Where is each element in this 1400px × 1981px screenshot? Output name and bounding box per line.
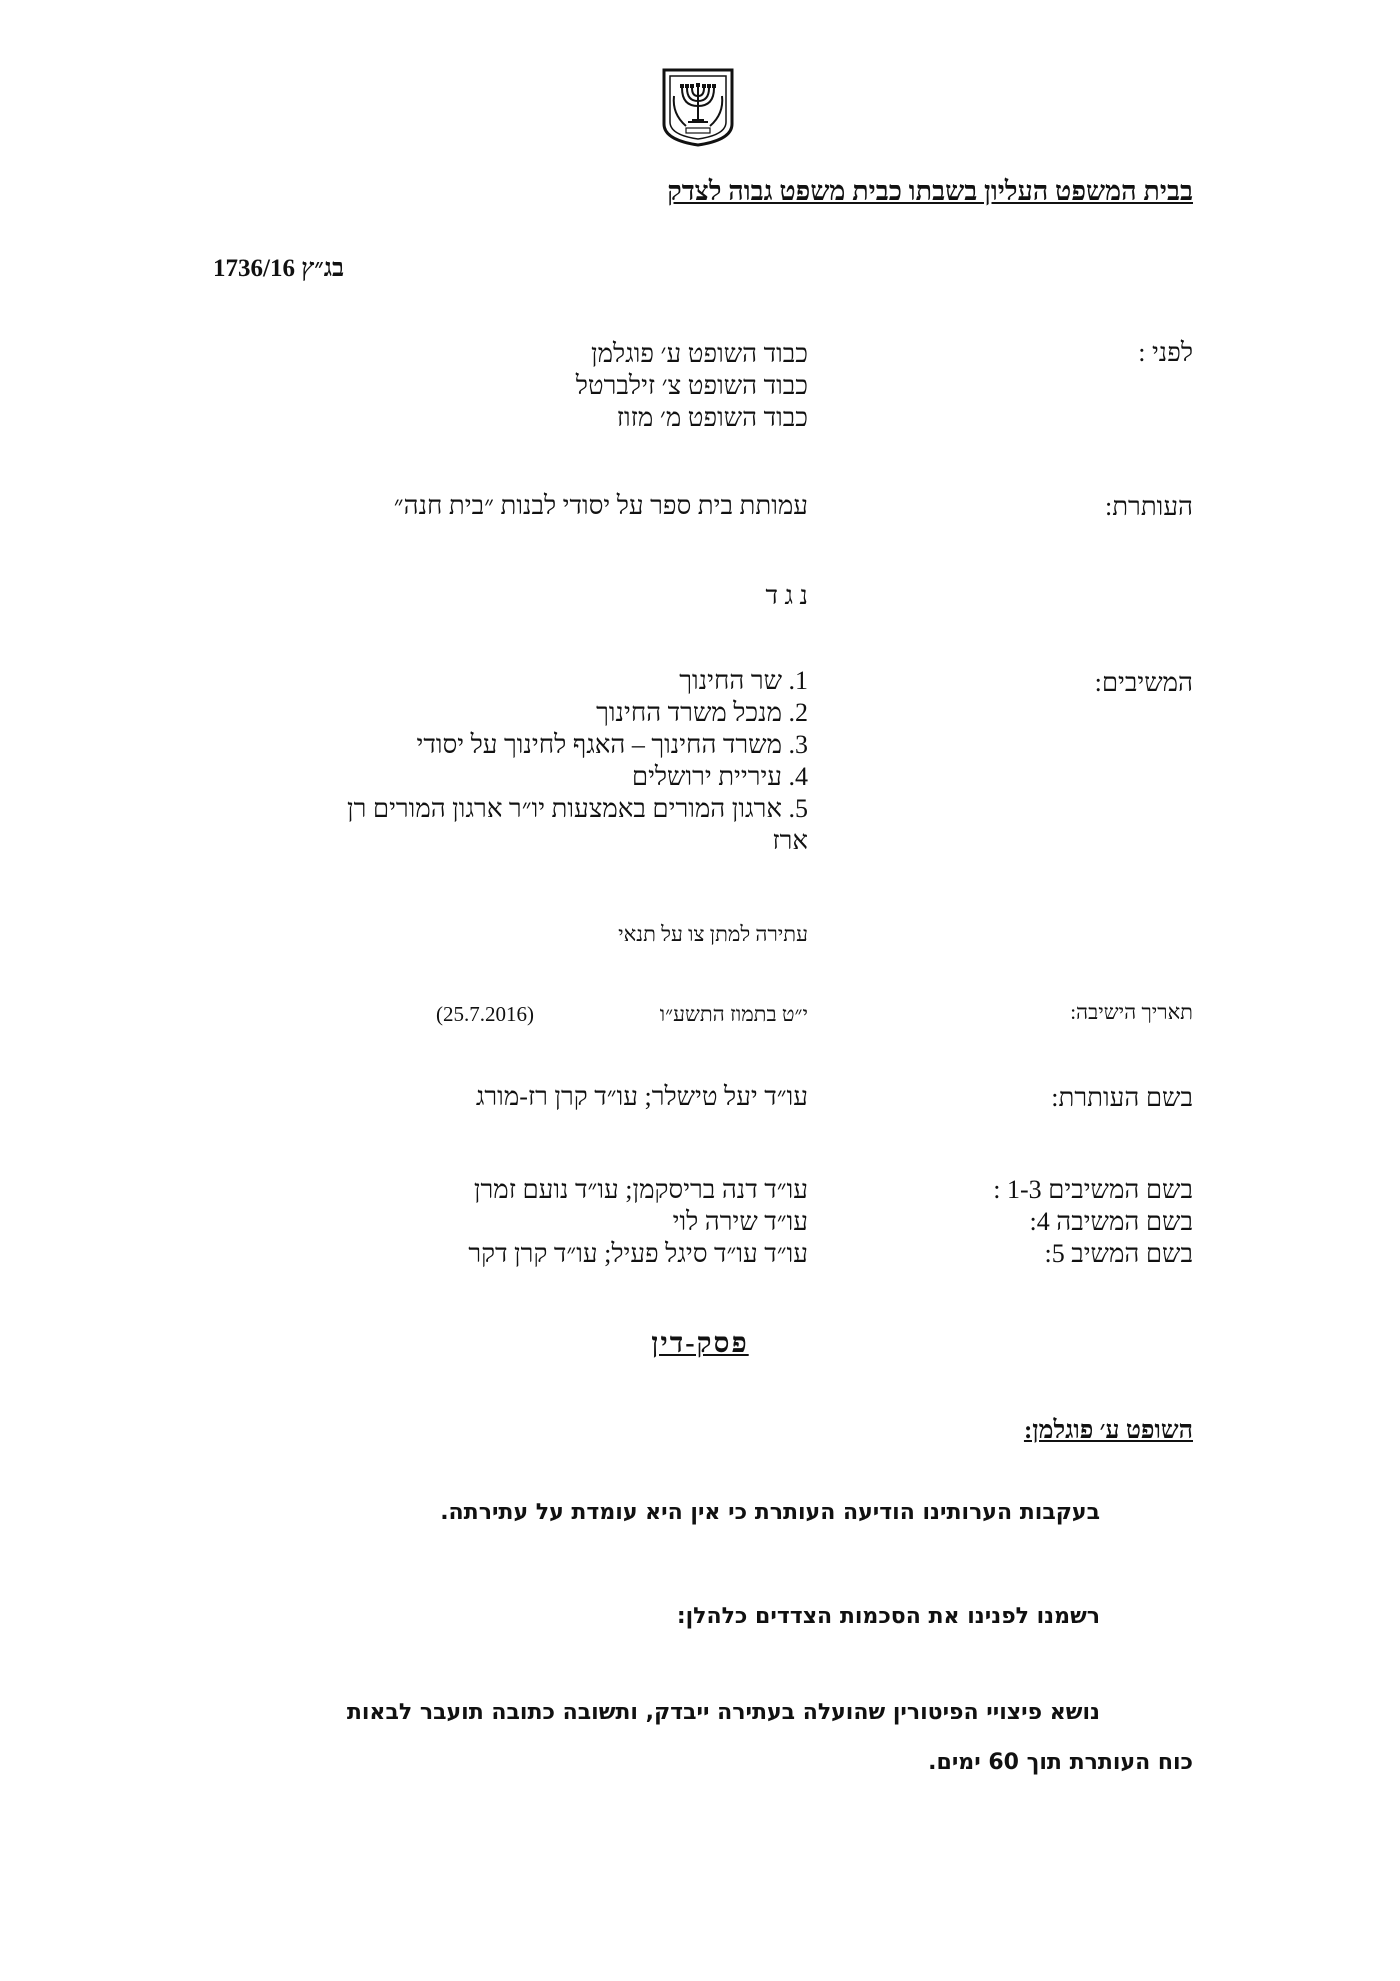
judge-name: כבוד השופט מ׳ מזוז [616,403,808,432]
state-emblem-icon [656,66,740,148]
counsel-names-row: עו״ד עו״ד סיגל פעיל; עו״ד קרן דקר [468,1239,808,1268]
court-title: בבית המשפט העליון בשבתו כבית משפט גבוה לצדק [667,176,1193,206]
respondent-item: ארז [772,826,808,855]
counsel-label: בשם המשיב 5: [1044,1239,1193,1268]
paragraph: רשמנו לפנינו את הסכמות הצדדים כלהלן: [676,1604,1100,1629]
judge-name: כבוד השופט צ׳ זילברטל [575,371,808,400]
counsel-names-row: עו״ד דנה בריסקמן; עו״ד נועם זמרן [473,1175,808,1204]
counsel-names-row: עו״ד שירה לוי [672,1207,808,1236]
counsel-label: בשם המשיבים 1-3 : [993,1175,1193,1204]
hearing-date-label: תאריך הישיבה: [1070,1000,1193,1024]
paragraph: בעקבות הערותינו הודיעה העותרת כי אין היא עומדת על עתירתה. [440,1500,1100,1525]
case-number: בג״ץ 1736/16 [213,255,345,282]
before-label: לפני : [1138,338,1193,367]
respondent-item: 5. ארגון המורים באמצעות יו״ר ארגון המורים רן [346,794,808,823]
judgment-title-wrap [0,1328,1400,1360]
judges-list [576,338,808,434]
petition-type: עתירה למתן צו על תנאי [618,922,808,946]
petitioner-counsel-label: בשם העותרת: [1051,1083,1193,1112]
petitioner-counsel: עו״ד יעל טישלר; עו״ד קרן רז-מורג [475,1082,808,1111]
counsel-labels [993,1174,1193,1270]
paragraph: כוח העותרת תוך 60 ימים. [928,1750,1193,1775]
respondent-item: 2. מנכל משרד החינוך [596,698,808,727]
petitioner-name: עמותת בית ספר על יסודי לבנות ״בית חנה״ [393,491,808,520]
hearing-date-gregorian: (25.7.2016) [436,1002,534,1026]
judge-name: כבוד השופט ע׳ פוגלמן [590,339,808,368]
respondent-item: 1. שר החינוך [679,666,808,695]
petitioner-label: העותרת: [1104,492,1193,521]
counsel-names [468,1174,808,1270]
versus-text: נ ג ד [765,581,808,610]
respondent-item: 4. עיריית ירושלים [631,762,808,791]
respondents-label: המשיבים: [1094,668,1193,697]
respondent-item: 3. משרד החינוך – האגף לחינוך על יסודי [416,730,808,759]
hearing-date-hebrew: י״ט בתמוז התשע״ו [659,1002,808,1026]
counsel-label: בשם המשיבה 4: [1029,1207,1193,1236]
judgment-title: פסק-דין [651,1328,749,1359]
paragraph: נושא פיצויי הפיטורין שהועלה בעתירה ייבדק, ותשובה כתובה תועבר לבאות [346,1700,1100,1725]
respondents-list [347,665,808,857]
judge-heading: השופט ע׳ פוגלמן: [1023,1417,1193,1444]
